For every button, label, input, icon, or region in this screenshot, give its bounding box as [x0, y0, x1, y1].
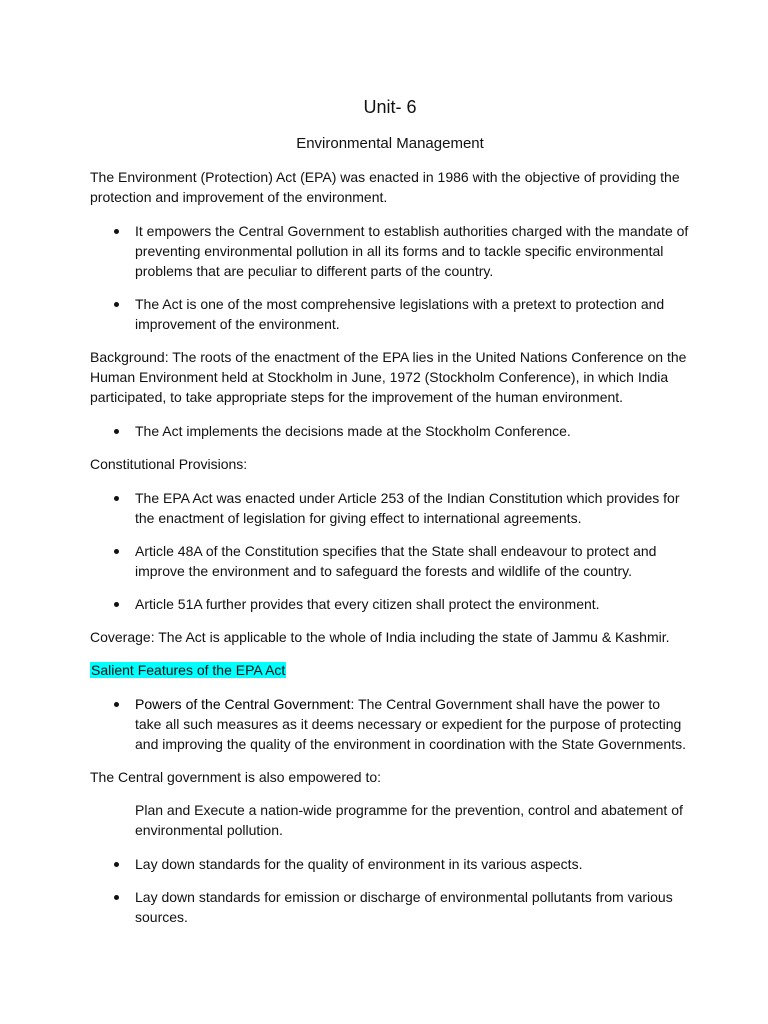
powers-bullet-list — [90, 694, 690, 754]
list-item-text: Article 51A further provides that every citizen shall protect the environment. — [135, 596, 600, 612]
salient-heading-line — [90, 660, 690, 680]
list-item — [90, 221, 690, 281]
list-item — [90, 294, 690, 334]
empowered-heading: The Central government is also empowered to: — [90, 769, 382, 785]
constitutional-heading: Constitutional Provisions: — [90, 456, 248, 472]
document-title: Environmental Management — [296, 135, 484, 152]
background-bullet-list — [90, 421, 690, 441]
bullet-icon — [114, 895, 119, 900]
bullet-icon — [114, 862, 119, 867]
unit-title: Unit- 6 — [363, 97, 417, 117]
constitutional-bullet-list — [90, 488, 690, 614]
bullet-icon — [114, 602, 119, 607]
list-item — [90, 854, 690, 874]
bullet-icon — [114, 302, 119, 307]
powers-lead: Powers of the Central Government — [135, 696, 351, 712]
list-item — [90, 887, 690, 927]
bullet-icon — [114, 702, 119, 707]
list-item-text: Article 48A of the Constitution specifies that the State shall endeavour to protect and improve the environment and to safeguard the forests and wildlife of the country. — [135, 543, 657, 579]
list-item — [90, 594, 690, 614]
bullet-icon — [114, 496, 119, 501]
list-item-text: Lay down standards for the quality of environment in its various aspects. — [135, 856, 583, 872]
list-item — [90, 541, 690, 581]
bullet-icon — [114, 549, 119, 554]
list-item — [90, 421, 690, 441]
powers-text: : The Central Government shall have the power to take all such measures as it deems necessary or expedient for the purpose of protecting and improving the quality of the environment in coordination with the State Governments. — [135, 696, 686, 752]
list-item-text: The Act implements the decisions made at the Stockholm Conference. — [135, 423, 571, 439]
empowered-bullet-list — [90, 854, 690, 927]
intro-paragraph: The Environment (Protection) Act (EPA) was enacted in 1986 with the objective of providing the protection and improvement of the environment. — [90, 169, 680, 205]
coverage-paragraph: Coverage: The Act is applicable to the whole of India including the state of Jammu & Kashmir. — [90, 629, 670, 645]
intro-bullet-list — [90, 221, 690, 334]
list-item-text: It empowers the Central Government to establish authorities charged with the mandate of preventing environmental pollution in all its forms and to tackle specific environmental problems that are peculiar to different parts of the country. — [135, 223, 689, 279]
list-item-text: Lay down standards for emission or discharge of environmental pollutants from various sources. — [135, 889, 673, 925]
bullet-icon — [114, 429, 119, 434]
salient-features-heading: Salient Features of the EPA Act — [91, 662, 286, 678]
list-item — [90, 488, 690, 528]
background-paragraph: Background: The roots of the enactment of the EPA lies in the United Nations Conference on the Human Environment held at Stockholm in June, 1972 (Stockholm Conference), in which India participated, to take appropriate steps for the improvement of the human environment. — [90, 349, 687, 405]
empowered-plain-item: Plan and Execute a nation-wide programme for the prevention, control and abatement of environmental pollution. — [135, 802, 683, 838]
document-page — [90, 90, 690, 927]
bullet-icon — [114, 229, 119, 234]
list-item-text: The EPA Act was enacted under Article 253 of the Indian Constitution which provides for the enactment of legislation for giving effect to international agreements. — [135, 490, 680, 526]
list-item-text: The Act is one of the most comprehensive legislations with a pretext to protection and improvement of the environment. — [135, 296, 665, 332]
list-item — [90, 694, 690, 754]
